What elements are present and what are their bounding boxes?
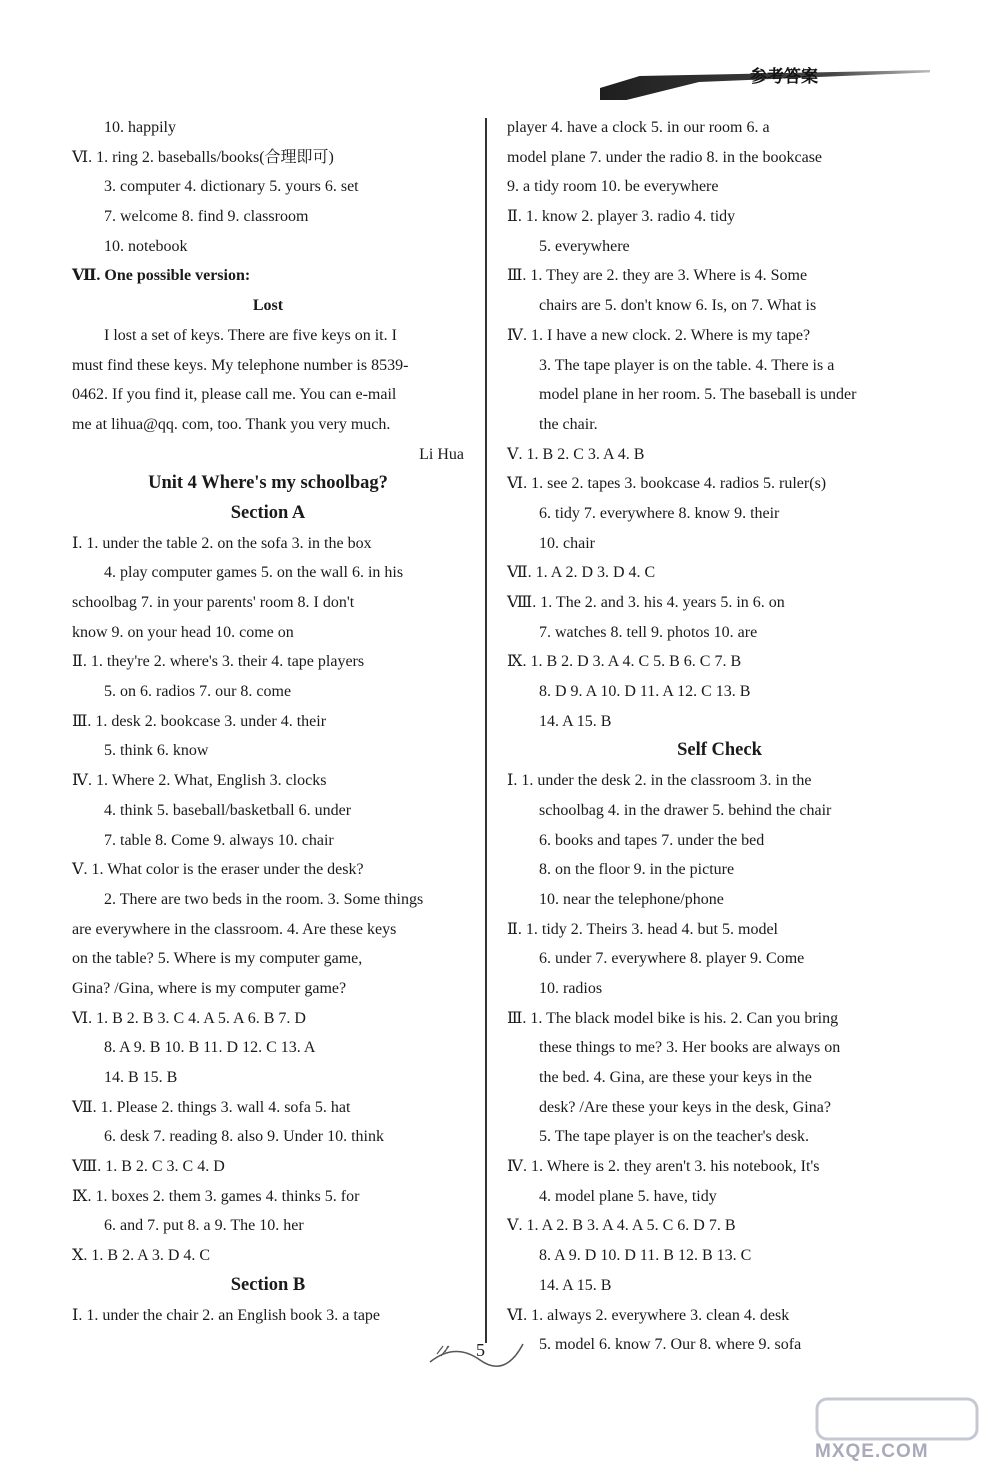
answer-line: Ⅲ. 1. The black model bike is his. 2. Can you bring: [507, 1009, 839, 1027]
answer-line: 10. happily: [104, 119, 176, 136]
answer-line: are everywhere in the classroom. 4. Are these keys: [72, 920, 397, 938]
answer-line: Li Hua: [419, 445, 464, 463]
answer-line: Ⅵ. 1. always 2. everywhere 3. clean 4. desk: [507, 1306, 790, 1324]
watermark-text: MXQE.COM: [815, 1441, 929, 1462]
answer-line: the bed. 4. Gina, are these your keys in the: [539, 1069, 812, 1086]
answer-line: Ⅲ. 1. desk 2. bookcase 3. under 4. their: [72, 712, 327, 730]
answer-line: the chair.: [539, 415, 598, 433]
answer-line: 10. notebook: [104, 237, 188, 255]
answer-line: Ⅸ. 1. B 2. D 3. A 4. C 5. B 6. C 7. B: [507, 653, 742, 671]
answer-line: Ⅷ. 1. B 2. C 3. C 4. D: [72, 1158, 225, 1176]
answer-line: Ⅰ. 1. under the table 2. on the sofa 3. in the box: [72, 534, 372, 552]
answer-line: 3. The tape player is on the table. 4. There is a: [539, 356, 835, 374]
answer-line: 14. B 15. B: [104, 1069, 178, 1086]
answer-line: Ⅹ. 1. B 2. A 3. D 4. C: [72, 1247, 211, 1265]
answer-line: 6. books and tapes 7. under the bed: [539, 831, 765, 849]
answer-line: 5. model 6. know 7. Our 8. where 9. sofa: [539, 1336, 802, 1354]
answer-line: Ⅲ. 1. They are 2. they are 3. Where is 4. Some: [507, 267, 808, 285]
answer-line: Ⅴ. 1. B 2. C 3. A 4. B: [507, 445, 645, 463]
answer-line: Ⅶ. 1. Please 2. things 3. wall 4. sofa 5. hat: [72, 1098, 351, 1116]
answer-line: on the table? 5. Where is my computer game,: [72, 950, 363, 968]
site-watermark: [815, 1395, 990, 1465]
page-header: [600, 58, 930, 110]
footer-ornament: [425, 1332, 525, 1372]
answer-line: 8. on the floor 9. in the picture: [539, 861, 735, 879]
answer-line: must find these keys. My telephone number is 8539-: [72, 356, 409, 374]
answer-line: Ⅵ. 1. ring 2. baseballs/books(合理即可): [72, 148, 334, 166]
answer-line: 8. A 9. D 10. D 11. B 12. B 13. C: [539, 1247, 752, 1265]
answer-line: Ⅳ. 1. Where 2. What, English 3. clocks: [72, 772, 327, 790]
answer-line: Ⅴ. 1. A 2. B 3. A 4. A 5. C 6. D 7. B: [507, 1217, 736, 1235]
page-number: 5: [476, 1340, 485, 1360]
answer-line: Ⅱ. 1. know 2. player 3. radio 4. tidy: [507, 208, 736, 226]
answer-line: model plane in her room. 5. The baseball is under: [539, 386, 857, 404]
answer-line: desk? /Are these your keys in the desk, Gina?: [539, 1098, 831, 1116]
answer-line: I lost a set of keys. There are five keys on it. I: [104, 326, 397, 344]
answer-line: Gina? /Gina, where is my computer game?: [72, 979, 347, 997]
answer-line: 3. computer 4. dictionary 5. yours 6. set: [104, 178, 359, 196]
answer-line: 6. tidy 7. everywhere 8. know 9. their: [539, 504, 780, 522]
answer-line: Ⅱ. 1. they're 2. where's 3. their 4. tape players: [72, 653, 365, 671]
answer-line: Section B: [230, 1274, 306, 1295]
answer-line: Ⅴ. 1. What color is the eraser under the desk?: [72, 861, 364, 879]
answer-line: Ⅶ. 1. A 2. D 3. D 4. C: [507, 564, 656, 582]
answer-line: Ⅸ. 1. boxes 2. them 3. games 4. thinks 5. for: [72, 1187, 360, 1205]
right-column: [507, 113, 932, 1360]
answer-line: 10. radios: [539, 979, 603, 997]
answer-line: 6. and 7. put 8. a 9. The 10. her: [104, 1217, 304, 1235]
answer-line: player 4. have a clock 5. in our room 6. a: [507, 119, 770, 136]
answer-line: 8. D 9. A 10. D 11. A 12. C 13. B: [539, 683, 751, 701]
answer-line: 5. think 6. know: [104, 742, 209, 760]
answer-line: Ⅷ. 1. The 2. and 3. his 4. years 5. in 6. on: [507, 594, 785, 611]
answer-line: 4. model plane 5. have, tidy: [539, 1187, 717, 1205]
answer-line: schoolbag 4. in the drawer 5. behind the chair: [539, 801, 832, 819]
answer-line: 7. welcome 8. find 9. classroom: [104, 208, 309, 226]
answer-line: 9. a tidy room 10. be everywhere: [507, 178, 719, 196]
answer-line: 14. A 15. B: [539, 712, 612, 730]
answer-line: Unit 4 Where's my schoolbag?: [148, 473, 388, 494]
answer-line: 4. play computer games 5. on the wall 6. in his: [104, 564, 404, 582]
header-title: 参考答案: [750, 67, 818, 86]
answer-line: 5. The tape player is on the teacher's desk.: [539, 1128, 810, 1146]
answer-line: Ⅰ. 1. under the chair 2. an English book 3. a tape: [72, 1306, 381, 1324]
answer-line: these things to me? 3. Her books are always on: [539, 1039, 841, 1057]
answer-line: schoolbag 7. in your parents' room 8. I don't: [72, 594, 355, 611]
answer-line: me at lihua@qq. com, too. Thank you very much.: [72, 415, 391, 433]
answer-line: Ⅶ. One possible version:: [72, 267, 251, 285]
answer-line: Ⅵ. 1. B 2. B 3. C 4. A 5. A 6. B 7. D: [72, 1009, 306, 1027]
answer-line: Self Check: [677, 740, 762, 761]
answer-line: 10. chair: [539, 534, 595, 552]
answer-line: Ⅳ. 1. I have a new clock. 2. Where is my tape?: [507, 326, 811, 344]
answer-line: chairs are 5. don't know 6. Is, on 7. What is: [539, 297, 817, 315]
answer-line: Ⅱ. 1. tidy 2. Theirs 3. head 4. but 5. model: [507, 920, 778, 938]
answer-line: Lost: [252, 297, 284, 315]
answer-line: Ⅳ. 1. Where is 2. they aren't 3. his notebook, It's: [507, 1158, 820, 1176]
answer-line: 5. on 6. radios 7. our 8. come: [104, 683, 292, 701]
answer-line: Section A: [230, 502, 306, 523]
column-divider: [485, 118, 487, 1343]
answer-line: 7. watches 8. tell 9. photos 10. are: [539, 623, 758, 641]
answer-line: 7. table 8. Come 9. always 10. chair: [104, 831, 334, 849]
answer-line: Ⅵ. 1. see 2. tapes 3. bookcase 4. radios 5. ruler(s): [507, 475, 827, 493]
answer-line: 5. everywhere: [539, 237, 630, 255]
answer-line: know 9. on your head 10. come on: [72, 623, 294, 641]
watermark-logo-icon: [815, 1395, 985, 1443]
answer-line: 6. under 7. everywhere 8. player 9. Come: [539, 950, 805, 968]
answer-line: 2. There are two beds in the room. 3. Some things: [104, 890, 424, 908]
answer-line: 6. desk 7. reading 8. also 9. Under 10. think: [104, 1128, 384, 1146]
answer-line: Ⅰ. 1. under the desk 2. in the classroom 3. in the: [507, 772, 812, 790]
answer-line: model plane 7. under the radio 8. in the bookcase: [507, 148, 823, 166]
left-column: [72, 113, 464, 1330]
answer-line: 4. think 5. baseball/basketball 6. under: [104, 801, 352, 819]
answer-line: 14. A 15. B: [539, 1276, 612, 1294]
answer-line: 8. A 9. B 10. B 11. D 12. C 13. A: [104, 1039, 316, 1057]
answer-line: 10. near the telephone/phone: [539, 890, 724, 908]
answer-line: 0462. If you find it, please call me. You can e-mail: [72, 386, 397, 404]
